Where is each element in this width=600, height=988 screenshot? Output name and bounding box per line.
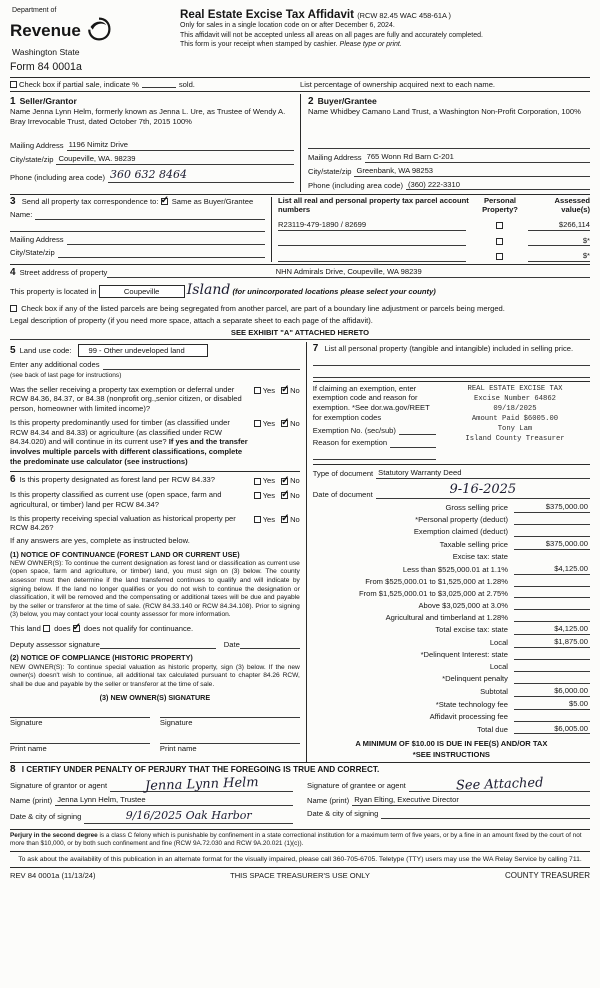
form-title: Real Estate Excise Tax Affidavit xyxy=(180,8,354,21)
tax-label: *Personal property (deduct) xyxy=(415,515,508,525)
timber-agriculture-question xyxy=(10,418,300,467)
forest-no-checkbox[interactable] xyxy=(281,478,288,485)
grantee-date-city-field[interactable] xyxy=(381,810,590,819)
deputy-assessor-label: Deputy assessor signature xyxy=(10,639,100,649)
forest-question-text: Is this property designated as forest land per RCW 84.33? xyxy=(19,475,215,485)
grantor-date-city-field[interactable] xyxy=(84,809,293,824)
see-instructions-note: *SEE INSTRUCTIONS xyxy=(412,749,490,759)
grantee-date-city-label: Date & city of signing xyxy=(307,808,379,818)
tax-row xyxy=(313,613,590,623)
exemption-block xyxy=(313,381,590,461)
type-of-document-label: Type of document xyxy=(312,469,374,479)
stamp-line-1: REAL ESTATE EXCISE TAX xyxy=(467,384,563,393)
tax-row xyxy=(313,637,590,648)
tax-value xyxy=(514,553,590,562)
assessed-value-3[interactable]: $* xyxy=(528,251,590,262)
exemption-yes-checkbox[interactable] xyxy=(254,387,261,394)
parcel-row xyxy=(278,251,590,262)
timber-question-text: Is this property predominantly used for timber (as classified under RCW 84.34 and 84.33) or agriculture (as classified under RCW 84.34.020) and will continue in its current use? xyxy=(10,417,230,447)
tax-correspondence-block xyxy=(10,197,271,262)
tax-row xyxy=(313,515,590,525)
parties-section xyxy=(10,91,590,194)
timber-no-checkbox[interactable] xyxy=(281,420,288,427)
personal-property-line-2[interactable] xyxy=(313,369,590,378)
grantor-signature-field[interactable] xyxy=(110,775,293,795)
tax-row xyxy=(313,712,590,722)
tax-label: Subtotal xyxy=(480,687,508,696)
continuance-qualify-row xyxy=(10,624,300,634)
tax-label: Excise tax: state xyxy=(452,552,508,562)
does-label: does xyxy=(54,623,71,633)
grantor-print-name-value[interactable]: Jenna Lynn Helm, Trustee xyxy=(55,795,293,806)
tax-label: Affidavit processing fee xyxy=(429,711,508,721)
section-2-number: 2 xyxy=(308,96,314,108)
tax-row xyxy=(313,539,590,550)
tax-row xyxy=(313,624,590,635)
parcel-row xyxy=(278,220,590,231)
tax-row xyxy=(313,699,590,710)
forest-land-question xyxy=(10,475,300,486)
personal-property-line-1[interactable] xyxy=(313,357,590,366)
personal-property-checkbox-3[interactable] xyxy=(496,253,503,260)
form-header xyxy=(10,7,590,60)
section-6-number: 6 xyxy=(10,474,16,486)
parcel-col-header: List all real and personal property tax parcel account numbers xyxy=(278,196,469,215)
grantee-print-name-value[interactable]: Ryan Elting, Executive Director xyxy=(352,795,590,806)
print-name-label-2: Print name xyxy=(159,744,197,754)
notice-compliance-body: NEW OWNER(S): To continue special valuation as historic property, sign (3) below. If the new owner(s) doesn't wish to continue, all additional tax calculated pursuant to chapter 84.26 RCW, shall be due and payable by the seller or transferor at the time of sale. xyxy=(10,663,300,688)
form-number: Form 84 0001a xyxy=(10,60,82,73)
tax-value[interactable]: $6,005.00 xyxy=(514,724,590,735)
this-land-label: This land xyxy=(10,623,41,633)
tax-row xyxy=(313,724,590,735)
buyer-mailing-label: Mailing Address xyxy=(308,153,362,163)
washington-state-label: Washington State xyxy=(12,46,80,57)
tax-value[interactable]: $6,000.00 xyxy=(514,686,590,697)
seller-heading: Seller/Grantor xyxy=(19,96,77,107)
tax-row xyxy=(313,674,590,684)
buyer-heading: Buyer/Grantee xyxy=(317,96,377,107)
correspondence-parcels-section xyxy=(10,194,590,264)
revenue-logo-icon xyxy=(86,16,112,45)
new-owners-signature-title: (3) NEW OWNER(S) SIGNATURE xyxy=(99,693,211,703)
stamp-line-2: Excise Number 64862 xyxy=(474,394,556,403)
grantor-date-city-label: Date & city of signing xyxy=(10,811,82,821)
perjury-bold-text: Perjury in the second degree xyxy=(10,831,98,839)
historic-property-question xyxy=(10,514,300,533)
tax-label: *Delinquent penalty xyxy=(442,674,508,684)
grantor-print-name-label: Name (print) xyxy=(10,796,53,806)
seller-phone-label: Phone (including area code) xyxy=(10,173,105,183)
assessed-value-col-header: Assessed value(s) xyxy=(554,196,590,215)
buyer-phone-value[interactable]: (360) 222-3310 xyxy=(406,180,590,191)
treasurer-stamp xyxy=(440,384,590,461)
land-does-not-checkbox[interactable] xyxy=(73,625,80,632)
additional-codes-label: Enter any additional codes xyxy=(10,360,100,370)
parcel-number-field-2[interactable] xyxy=(278,237,466,246)
revenue-logo-block xyxy=(10,7,168,58)
date-of-document-value[interactable]: 9-16-2025 xyxy=(376,482,590,500)
buyer-grantee-block xyxy=(300,94,590,192)
main-columns xyxy=(10,342,590,762)
grantor-signature-label: Signature of grantor or agent xyxy=(10,781,108,791)
current-use-question xyxy=(10,490,300,509)
buyer-city-label: City/state/zip xyxy=(308,166,352,176)
tax-value[interactable] xyxy=(514,601,590,610)
tax-row xyxy=(313,527,590,537)
seller-city-label: City/state/zip xyxy=(10,154,54,164)
legal-description-value[interactable]: SEE EXHIBIT "A" ATTACHED HERETO xyxy=(10,328,590,340)
partial-sale-percent-field[interactable] xyxy=(142,80,176,88)
same-as-buyer-checkbox[interactable] xyxy=(161,198,168,205)
tax-value[interactable] xyxy=(514,516,590,525)
seller-name-label: Name xyxy=(10,107,31,117)
section-5-number: 5 xyxy=(10,344,16,356)
tax-value[interactable] xyxy=(514,578,590,587)
parcel-table xyxy=(271,197,590,262)
tax-label: Total excise tax: state xyxy=(435,625,508,635)
legal-description-label: Legal description of property (if you need more space, attach a separate sheet to each page of the affidavit). xyxy=(10,316,373,326)
form-title-rcw: (RCW 82.45 WAC 458-61A ) xyxy=(357,11,452,20)
notice-continuance-title: (1) NOTICE OF CONTINUANCE (FOREST LAND OR CURRENT USE) xyxy=(10,549,240,559)
tax-row xyxy=(313,552,590,562)
deputy-date-label: Date xyxy=(223,639,240,649)
forest-no-label: No xyxy=(290,476,300,486)
tax-value[interactable]: $4,125.00 xyxy=(514,564,590,575)
stamp-line-3: 09/18/2025 xyxy=(493,404,537,413)
type-of-document-value[interactable]: Statutory Warranty Deed xyxy=(376,468,590,479)
perjury-rest-text: is a class C felony which is punishable by confinement in a state correctional institution for a maximum term of five years, or by a fine in an amount fixed by the court of not more than $10,000, or by both such confinement and fine (RCW 9A.72.030 and RCW 9A.20.021 (1)(c)). xyxy=(10,831,582,848)
forest-yes-label: Yes xyxy=(262,476,276,486)
perjury-statement xyxy=(10,829,590,851)
tax-label: Total due xyxy=(477,724,508,734)
partial-sale-checkbox[interactable] xyxy=(10,81,17,88)
exemption-deferral-question xyxy=(10,385,300,414)
new-owner-print-name-field-2[interactable] xyxy=(160,732,300,744)
tax-row xyxy=(313,564,590,575)
parcel-row xyxy=(278,236,590,247)
treasurer-use-only-label: THIS SPACE TREASURER'S USE ONLY xyxy=(230,871,370,881)
section-1-number: 1 xyxy=(10,96,16,108)
located-in-label: This property is located in xyxy=(10,286,97,296)
correspondence-mailing-label: Mailing Address xyxy=(10,235,64,245)
personal-property-checkbox-2[interactable] xyxy=(496,238,503,245)
partial-sale-label: Check box if partial sale, indicate % xyxy=(19,79,139,89)
tax-value[interactable]: $5.00 xyxy=(514,699,590,710)
street-address-value[interactable]: NHN Admirals Drive, Coupeville, WA 98239 xyxy=(107,267,590,278)
excise-tax-table xyxy=(313,502,590,734)
land-does-checkbox[interactable] xyxy=(43,625,50,632)
located-in-handwritten-county: Island xyxy=(186,281,231,298)
buyer-city-value[interactable]: Greenbank, WA 98253 xyxy=(354,166,590,177)
parcel-number-value[interactable]: R23119-479-1890 / 82699 xyxy=(278,220,466,231)
buyer-phone-label: Phone (including area code) xyxy=(308,180,403,190)
tax-value[interactable]: $4,125.00 xyxy=(514,624,590,635)
segregated-label: Check box if any of the listed parcels are being segregated from another parcel, are part of a boundary line adjustment or parcels being merged. xyxy=(21,303,505,313)
seller-phone-value[interactable]: 360 632 8464 xyxy=(108,168,294,183)
personal-property-col-header: Personal Property? xyxy=(482,196,518,215)
certification-section xyxy=(10,762,590,826)
does-not-label: does not qualify for continuance. xyxy=(83,623,194,633)
tax-label: Gross selling price xyxy=(445,503,508,513)
tax-label: *Delinquent Interest: state xyxy=(420,650,508,660)
if-yes-instruction: If any answers are yes, complete as instructed below. xyxy=(10,535,190,545)
personal-property-checkbox-1[interactable] xyxy=(496,222,503,229)
section-4-number: 4 xyxy=(10,266,16,278)
personal-property-intro: List all personal property (tangible and intangible) included in selling price. xyxy=(324,343,574,353)
grantor-date-city-ink: 9/16/2025 Oak Harbor xyxy=(125,808,252,822)
footer-row xyxy=(10,871,590,881)
tax-label: Agricultural and timberland at 1.28% xyxy=(385,612,508,622)
current-use-question-text: Is this property classified as current use (open space, farm and agricultural, or timber) land per RCW 84.34? xyxy=(10,490,222,509)
current-use-yes-checkbox[interactable] xyxy=(254,492,261,499)
tax-row xyxy=(313,662,590,672)
correspondence-name-field[interactable] xyxy=(35,211,265,220)
grantee-signature-ink: See Attached xyxy=(455,775,544,794)
section-8-number: 8 xyxy=(10,763,16,775)
timber-no-label: No xyxy=(290,418,300,428)
historic-no-label: No xyxy=(290,514,300,524)
tax-label: *State technology fee xyxy=(435,699,508,709)
seller-grantor-block xyxy=(10,94,300,192)
signature-label-2: Signature xyxy=(159,718,193,728)
tax-value[interactable]: $1,875.00 xyxy=(514,637,590,648)
historic-yes-checkbox[interactable] xyxy=(254,516,261,523)
assessed-value-1[interactable]: $266,114 xyxy=(528,220,590,231)
header-note-2: This affidavit will not be accepted unless all areas on all pages are fully and accurately completed. xyxy=(180,31,483,39)
timber-yes-checkbox[interactable] xyxy=(254,420,261,427)
dept-of-label: Department of xyxy=(12,7,57,14)
current-use-no-label: No xyxy=(290,491,300,501)
section-3-number: 3 xyxy=(10,196,16,208)
tax-row xyxy=(313,650,590,660)
certification-heading: I CERTIFY UNDER PENALTY OF PERJURY THAT THE FOREGOING IS TRUE AND CORRECT. xyxy=(21,764,380,774)
notice-continuance-body: NEW OWNER(S): To continue the current designation as forest land or classification as current use (open space, farm and agriculture, or timber) land, you must sign on (3) below. The county assessor must then determine if the land transferred continues to qualify and will indicate by signing below. If the land no longer qualifies or you do not wish to continue the designation or classification, it will be removed and the compensating or additional taxes will be due and payable by the seller or transferor at the time of sale. (RCW 84.33.140 or RCW 84.34.108). Prior to signing (3) below, you may contact your local county assessor for more information. xyxy=(10,559,300,619)
tax-value[interactable]: $375,000.00 xyxy=(514,539,590,550)
continuance-section xyxy=(10,471,300,755)
tax-label: From $525,000.01 to $1,525,000 at 1.28% xyxy=(365,576,508,586)
tax-label: Above $3,025,000 at 3.0% xyxy=(418,600,508,610)
alternate-format-note: To ask about the availability of this publication in an alternate format for the visually impaired, please call 360-705-6705. Teletype (TTY) users may use the WA Relay Service by calling 711. xyxy=(10,851,590,868)
buyer-name-value[interactable]: Whidbey Camano Land Trust, a Washington Non-Profit Corporation, 100% xyxy=(330,107,581,117)
tax-value[interactable] xyxy=(514,713,590,722)
tax-label: Local xyxy=(489,662,508,672)
revenue-wordmark: Revenue xyxy=(10,20,81,40)
seller-name-value[interactable]: Jenna Lynn Helm, formerly known as Jenna L. Ure, as Trustee of Wendy A. Bray Irrevocable Trust, dated October 7th, 2015 100% xyxy=(10,107,286,126)
current-use-no-checkbox[interactable] xyxy=(281,492,288,499)
land-use-code-field[interactable]: 99 - Other undeveloped land xyxy=(78,344,208,358)
tax-label: Less than $525,000.01 at 1.1% xyxy=(402,564,508,574)
current-use-yes-label: Yes xyxy=(262,491,276,501)
timber-yes-label: Yes xyxy=(262,418,276,428)
tax-value[interactable] xyxy=(514,663,590,672)
notice-compliance-title: (2) NOTICE OF COMPLIANCE (HISTORIC PROPERTY) xyxy=(10,653,193,663)
tax-row xyxy=(313,589,590,599)
new-owner-signature-field-1[interactable] xyxy=(10,706,150,718)
land-use-column xyxy=(10,342,306,762)
county-treasurer-label: COUNTY TREASURER xyxy=(504,870,590,880)
tax-label: From $1,525,000.01 to $3,025,000 at 2.75% xyxy=(358,588,508,598)
additional-codes-field[interactable] xyxy=(103,361,300,370)
assessed-value-2[interactable]: $* xyxy=(528,236,590,247)
tax-value[interactable] xyxy=(514,589,590,598)
exemption-no-checkbox[interactable] xyxy=(281,387,288,394)
excise-tax-column xyxy=(306,342,590,762)
buyer-mailing-value[interactable]: 765 Wonn Rd Barn C-201 xyxy=(365,152,590,163)
top-options-row xyxy=(10,77,590,92)
deputy-assessor-signature-field[interactable] xyxy=(100,640,216,649)
seller-mailing-label: Mailing Address xyxy=(10,141,64,151)
tax-row xyxy=(313,686,590,697)
section-7-number: 7 xyxy=(312,342,319,354)
ownership-percentage-note: List percentage of ownership acquired next to each name. xyxy=(300,79,496,89)
tax-value[interactable] xyxy=(514,528,590,537)
grantor-certification xyxy=(10,777,293,824)
land-use-code-label: Land use code: xyxy=(19,345,72,355)
exemption-no-label: No xyxy=(290,385,300,395)
reason-for-exemption-field[interactable] xyxy=(390,439,436,448)
partial-sale-sold-label: sold. xyxy=(178,79,195,89)
stamp-line-5: Tony Lam xyxy=(497,425,533,434)
tax-row xyxy=(313,601,590,611)
buyer-blank-line[interactable] xyxy=(308,140,590,149)
exemption-yes-label: Yes xyxy=(262,385,276,395)
buyer-name-label: Name xyxy=(308,107,329,117)
located-in-note: (for unincorporated locations please select your county) xyxy=(232,286,436,296)
exemption-question-text: Was the seller receiving a property tax exemption or deferral under RCW 84.36, 84.37, or 84.38 (nonprofit org.,senior citizen, or disabled person, homeowner with limited income)? xyxy=(10,384,242,414)
document-type-block xyxy=(313,464,590,499)
grantee-signature-field[interactable] xyxy=(409,775,590,794)
stamp-line-6: Island County Treasurer xyxy=(465,435,565,444)
tax-value[interactable] xyxy=(514,651,590,660)
segregated-checkbox[interactable] xyxy=(10,305,17,312)
header-note-1: Only for sales in a single location code on or after December 6, 2024. xyxy=(180,22,395,30)
tax-label: Taxable selling price xyxy=(439,540,508,550)
correspondence-blank-line[interactable] xyxy=(10,223,265,232)
minimum-due-note: A MINIMUM OF $10.00 IS DUE IN FEE(S) AND/OR TAX xyxy=(355,739,548,749)
grantee-signature-label: Signature of grantee or agent xyxy=(307,781,406,791)
historic-no-checkbox[interactable] xyxy=(281,516,288,523)
stamp-line-4: Amount Paid $6005.00 xyxy=(471,414,559,423)
new-owner-print-name-field-1[interactable] xyxy=(10,732,150,744)
exemption-no-field[interactable] xyxy=(399,426,436,435)
historic-question-text: Is this property receiving special valuation as historical property per RCW 84.26? xyxy=(10,513,236,533)
header-note-3: This form is your receipt when stamped by cashier. xyxy=(180,40,338,48)
deputy-date-field[interactable] xyxy=(240,640,300,649)
grantor-signature-ink: Jenna Lynn Helm xyxy=(144,775,259,795)
located-in-field[interactable]: Coupeville xyxy=(99,285,185,299)
seller-city-value[interactable]: Coupeville, WA. 98239 xyxy=(56,154,294,165)
forest-yes-checkbox[interactable] xyxy=(254,478,261,485)
grantee-print-name-label: Name (print) xyxy=(307,796,350,806)
exemption-note: If claiming an exemption, enter exemption code and reason for exemption. *See dor.wa.gov/REET for exemption codes xyxy=(312,383,430,422)
tax-label: Local xyxy=(489,638,508,648)
tax-value[interactable]: $375,000.00 xyxy=(514,502,590,513)
reason-for-exemption-label: Reason for exemption xyxy=(312,438,388,448)
correspondence-city-field[interactable] xyxy=(58,249,265,258)
print-name-label-1: Print name xyxy=(10,744,47,754)
exemption-no-label: Exemption No. (sec/sub) xyxy=(312,425,396,435)
grantee-certification xyxy=(307,777,590,824)
correspondence-mailing-field[interactable] xyxy=(67,236,265,245)
correspondence-label: Send all property tax correspondence to: xyxy=(21,197,159,207)
correspondence-city-label: City/State/zip xyxy=(10,247,55,257)
date-of-document-label: Date of document xyxy=(312,489,373,499)
signature-label-1: Signature xyxy=(10,718,43,728)
header-note-3-italic: Please type or print. xyxy=(339,40,402,48)
tax-value[interactable] xyxy=(514,675,590,684)
rev-form-number: REV 84 0001a (11/13/24) xyxy=(10,871,96,881)
new-owner-signature-field-2[interactable] xyxy=(160,706,300,718)
parcel-number-field-3[interactable] xyxy=(278,253,466,262)
reason-extra-line[interactable] xyxy=(313,451,436,460)
timber-question-bold-text: If yes and the transfer involves multiple parcels with different classifications, complete the predominate use calculator (see instructions) xyxy=(10,437,248,466)
see-back-note: (see back of last page for instructions) xyxy=(10,372,122,380)
tax-row xyxy=(313,577,590,587)
historic-yes-label: Yes xyxy=(262,514,276,524)
correspondence-name-label: Name: xyxy=(10,210,33,220)
tax-label: Exemption claimed (deduct) xyxy=(413,527,508,537)
same-as-buyer-label: Same as Buyer/Grantee xyxy=(171,197,254,207)
property-location-section xyxy=(10,264,590,342)
seller-mailing-value[interactable]: 1196 Nimitz Drive xyxy=(67,140,294,151)
tax-value[interactable] xyxy=(514,613,590,622)
street-address-label: Street address of property xyxy=(19,267,108,277)
tax-row xyxy=(313,502,590,513)
